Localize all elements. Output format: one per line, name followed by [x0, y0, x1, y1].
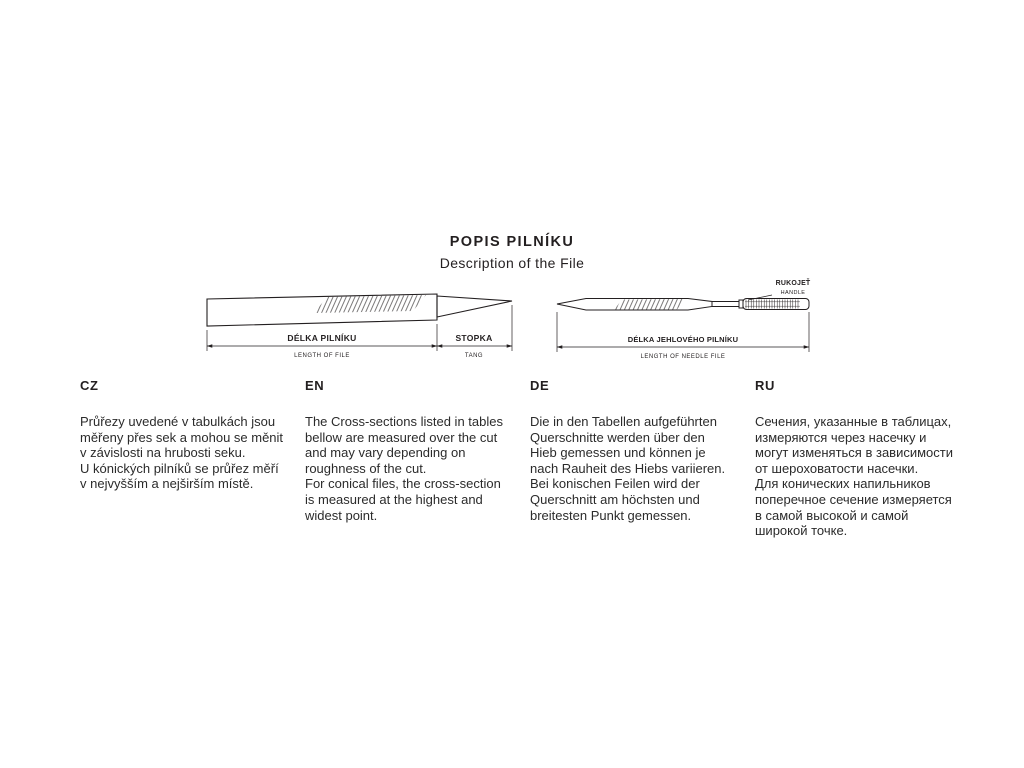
column-cz-paragraph-1: Průřezy uvedené v tabulkách jsou měřeny přes sek a mohou se měnit v závislosti na hrubosti seku.	[80, 414, 284, 461]
flat-file-tang-label-cz: STOPKA	[455, 333, 493, 343]
flat-file-diagram	[200, 286, 520, 368]
column-de	[530, 378, 735, 539]
title-block	[0, 234, 1024, 271]
needle-file-ferrule	[739, 300, 743, 308]
needle-file-diagram	[548, 270, 823, 365]
needle-file-dimension-lines	[557, 312, 809, 352]
column-en-paragraph-1: The Cross-sections listed in tables bellow are measured over the cut and may vary depending on roughness of the cut.	[305, 414, 503, 476]
column-de-code: DE	[530, 378, 550, 393]
column-cz-paragraph-2: U kónických pilníků se průřez měří v nejvyšším a nejširším místě.	[80, 460, 279, 492]
page-title: POPIS PILNÍKU	[449, 234, 575, 250]
flat-file-tang-label-en: TANG	[464, 353, 484, 359]
column-ru-code: RU	[755, 378, 775, 393]
column-de-paragraph-2: Bei konischen Feilen wird der Querschnitt am höchsten und breitesten Punkt gemessen.	[530, 476, 700, 523]
flat-file-tang	[437, 296, 512, 317]
needle-file-handle-label-en: HANDLE	[780, 290, 806, 296]
page-subtitle: Description of the File	[439, 255, 585, 271]
needle-file-length-label-en: LENGTH OF NEEDLE FILE	[640, 354, 726, 360]
handle-leader-line	[748, 295, 772, 300]
column-en	[305, 378, 510, 539]
flat-file-length-label-en: LENGTH OF FILE	[294, 353, 350, 359]
flat-file-length-label-cz: DÉLKA PILNÍKU	[287, 333, 357, 343]
column-cz	[80, 378, 285, 539]
column-ru	[755, 378, 960, 539]
needle-file-cut-hatching	[614, 299, 685, 310]
language-columns	[80, 378, 960, 539]
column-cz-code: CZ	[80, 378, 99, 393]
needle-file-handle-knurling	[745, 300, 800, 309]
column-en-paragraph-2: For conical files, the cross-section is measured at the highest and widest point.	[305, 476, 501, 523]
flat-file-cut-hatching	[314, 295, 426, 313]
column-de-paragraph-1: Die in den Tabellen aufgeführten Querschnitte werden über den Hieb gemessen und können je nach Rauheit des Hiebs variieren.	[530, 414, 726, 476]
column-en-code: EN	[305, 378, 325, 393]
needle-file-handle-label-cz: RUKOJEŤ	[775, 280, 811, 287]
needle-file-handle	[743, 299, 809, 310]
column-ru-paragraph-2: Для конических напильников поперечное сечение измеряется в самой высокой и самой широкой точке.	[755, 476, 952, 539]
needle-file-length-label-cz: DÉLKA JEHLOVÉHO PILNÍKU	[627, 335, 739, 344]
column-ru-paragraph-1: Сечения, указанные в таблицах, измеряются через насечку и могут изменяться в зависимости от шероховатости насечки.	[755, 414, 953, 476]
